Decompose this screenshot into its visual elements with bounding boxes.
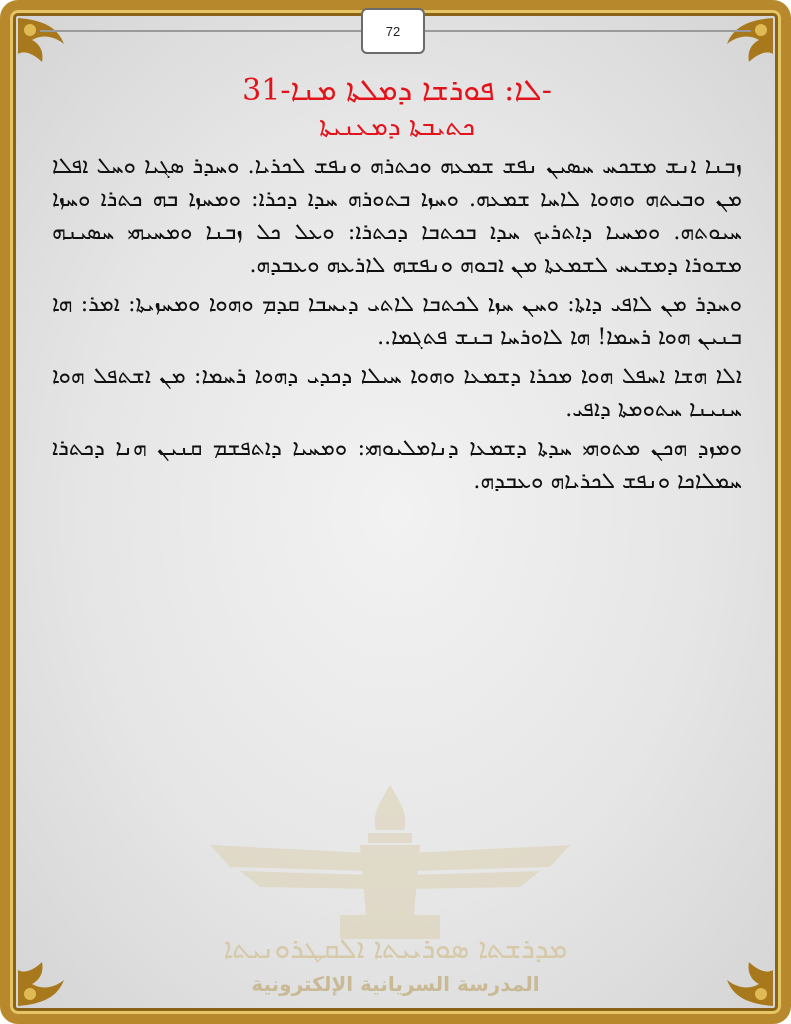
paragraph-3: ܐܠܐ ܗܫܐ ܐܚܦܠ ܗܘܐ ܡܟܪܐ ܕܫܡܥܐ ܘܗܘܐ ܚܝܠܐ ܕܟܕܝ ܕܗܘܐ ܪܚܡܐ: ܡܢ ܐܫܬܦܠ ܗܘܐ ܚܢܝܢܐ ܚܬܘܡܬܐ ܕܐܦܝ. <box>52 364 742 422</box>
paragraph-4: ܘܡܙܕ ܗܟܢ ܡܬܘܗܝ ܚܕܬܐ ܕܫܡܥܐ ܕܢܐܡܠܝܘܗܝ: ܘܡܚܝܐ ܕܐܬܦܫܡ ܩܢܝܢ ܗܢܐ ܕܟܬܪܐ ܚܡܠܐܟܐ ܘܢܦܫ ܠܟܪܝܐܗ ܘܥܒܕܗ. <box>52 436 742 494</box>
winged-emblem-icon <box>200 775 580 1005</box>
document-body <box>52 70 742 504</box>
lesson-subtitle: ܟܬܝܒܬܐ ܕܡܥܢܝܬܐ <box>319 112 475 142</box>
page-number: 72 <box>361 8 425 54</box>
paragraph-1: ܙܒܢܐ ܐܢܫ ܡܫܟܚ ܚܣܝܢ ܢܦܫ ܫܡܥܗ ܘܟܬܪܗ ܘܢܦܫ ܠܟܪܝܐ. ܘܚܕܪ ܣܓܝܐ ܘܚܠ ܐܦܠܐ ܡܢ ܘܒܝܬܗ ܘܗܘܐ ܠܐܚܐ ܫܡܥܗ. ܘܚܙܐ ܒܬܘܪܗ ܚܕܐ ܕܟܪܐ: ܘܡܚܙܐ ܒܗ ܟܬܪܐ ܘܚܙܐ ܚܝܘܬܗ. ܘܡܚܝܐ ܕܐܬܪܝܟ ܚܕܐ ܒܟܬܒܐ ܕܟܬܪܐ: ܘܥܠ ܟܠ ܙܒܢܐ ܘܡܚܝܗܝ ܚܣܝܢܗ ܡܫܘܪܐ ܕܡܫܝܚ ܠܫܡܥܬܐ ܡܢ ܐܒܘܗ ܘܢܦܫܗ ܠܐܪܥܗ ܘܥܒܕܗ. <box>52 154 742 278</box>
paragraph-2: ܘܚܕܪ ܡܢ ܠܐܦܝ ܕܐܬܐ: ܘܚܢ ܚܙܐ ܠܟܬܒܐ ܠܐܬܝ ܕܝܚܒܐ ܩܕܡ ܘܗܘܐ ܘܡܚܙܝܬܐ: ܐܡܪ: ܗܐ ܒܢܝܢ ܗܘܐ ܪܚܡܐ! ܗܐ ܠܐܘܪܚܐ ܒܢܫ ܦܬܓܡܐ.. <box>52 292 742 350</box>
watermark-arabic: المدرسة السريانية الإلكترونية <box>251 972 540 996</box>
lesson-title: ܠܐ: ܦܘܪܫܐ ܕܡܠܬܐ ܡܢܐ-31- <box>242 73 552 108</box>
watermark-syriac: ܡܕܪܫܬܐ ܣܘܪܝܝܬܐ ܐܠܩܛܪܘܢܝܬܐ <box>223 932 568 965</box>
